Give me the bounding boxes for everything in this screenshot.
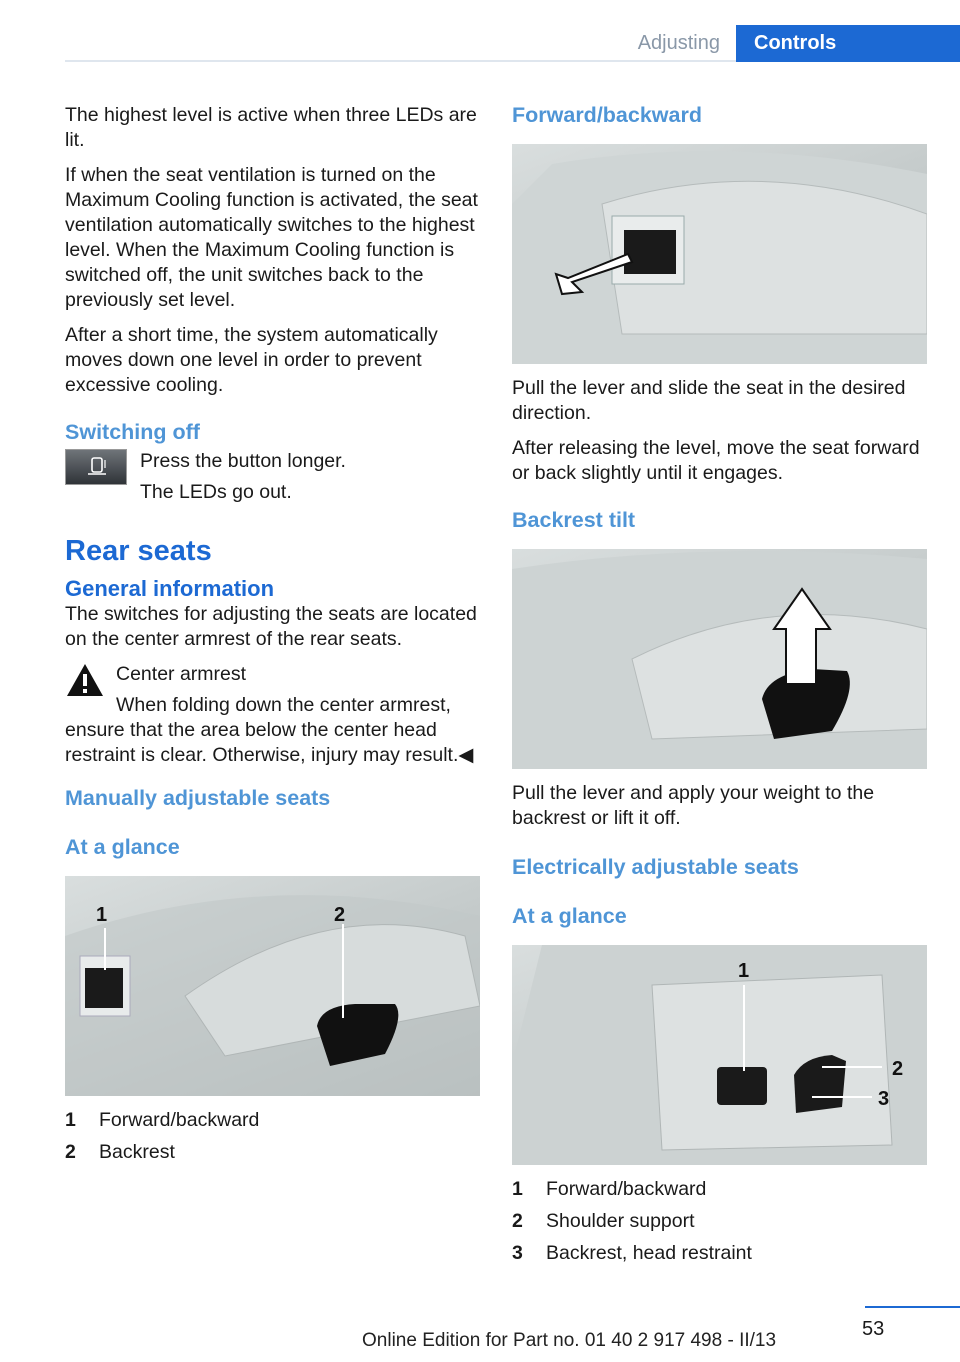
paragraph: The switches for adjusting the seats are located on the center armrest of the rear seats. [65, 603, 477, 650]
heading-at-a-glance: At a glance [65, 835, 180, 859]
forward-backward-photo [512, 144, 927, 364]
warning-text: When folding down the center armrest, ensure that the area below the center head restraint is clear. Otherwise, injury may result.◀ [65, 694, 474, 766]
list-item: 2 Backrest [65, 1141, 175, 1163]
list-item: 3 Backrest, head restraint [512, 1242, 752, 1264]
heading-manual-seats: Manually adjustable seats [65, 786, 331, 810]
paragraph: If when the seat ventilation is turned on the Maximum Cooling function is activated, the seat ventilation automatically switches to the highest level. When the Maximum Cooling function is switched off, the unit switches back to the previously set level. [65, 164, 478, 311]
heading-switching-off: Switching off [65, 420, 200, 444]
header-section: Adjusting [637, 32, 720, 54]
warning-title: Center armrest [116, 663, 247, 685]
footer-edition: Online Edition for Part no. 01 40 2 917 498 - II/13 [362, 1330, 777, 1351]
switching-off-step-2: The LEDs go out. [140, 481, 292, 503]
backrest-tilt-photo [512, 549, 927, 769]
footer-rule [865, 1306, 960, 1308]
paragraph: After releasing the level, move the seat forward or back slightly until it engages. [512, 437, 920, 484]
paragraph: After a short time, the system automatically moves down one level in order to prevent excessive cooling. [65, 324, 438, 396]
heading-forward-backward: Forward/backward [512, 103, 702, 127]
figure-label: 2 [334, 904, 346, 926]
switching-off-block [65, 449, 480, 515]
seat-ventilation-button-icon [65, 449, 127, 485]
list-item: 1 Forward/backward [512, 1178, 707, 1200]
figure-label: 1 [738, 960, 750, 982]
electric-seat-photo [512, 945, 927, 1165]
page-number: 53 [862, 1318, 885, 1340]
switching-off-step-1: Press the button longer. [140, 450, 346, 472]
paragraph: Pull the lever and apply your weight to the backrest or lift it off. [512, 782, 875, 829]
paragraph: Pull the lever and slide the seat in the desired direction. [512, 377, 906, 424]
heading-general-information: General information [65, 576, 275, 601]
warning-icon [65, 662, 105, 698]
paragraph: The highest level is active when three LEDs are lit. [65, 104, 477, 151]
left-column [65, 103, 480, 1168]
header-tab-controls[interactable]: Controls [736, 25, 960, 62]
manual-seat-photo [65, 876, 480, 1096]
figure-label: 2 [892, 1058, 904, 1080]
manual-seat-legend [65, 1104, 480, 1168]
figure-label: 3 [878, 1088, 890, 1110]
list-item: 1 Forward/backward [65, 1109, 260, 1131]
figure-label: 1 [96, 904, 108, 926]
right-column [512, 103, 927, 1269]
list-item: 2 Shoulder support [512, 1210, 695, 1232]
heading-backrest-tilt: Backrest tilt [512, 508, 636, 532]
heading-rear-seats: Rear seats [65, 535, 212, 567]
warning-block [65, 662, 480, 768]
heading-electric-seats: Electrically adjustable seats [512, 855, 799, 879]
heading-at-a-glance: At a glance [512, 904, 627, 928]
electric-seat-legend [512, 1173, 927, 1269]
